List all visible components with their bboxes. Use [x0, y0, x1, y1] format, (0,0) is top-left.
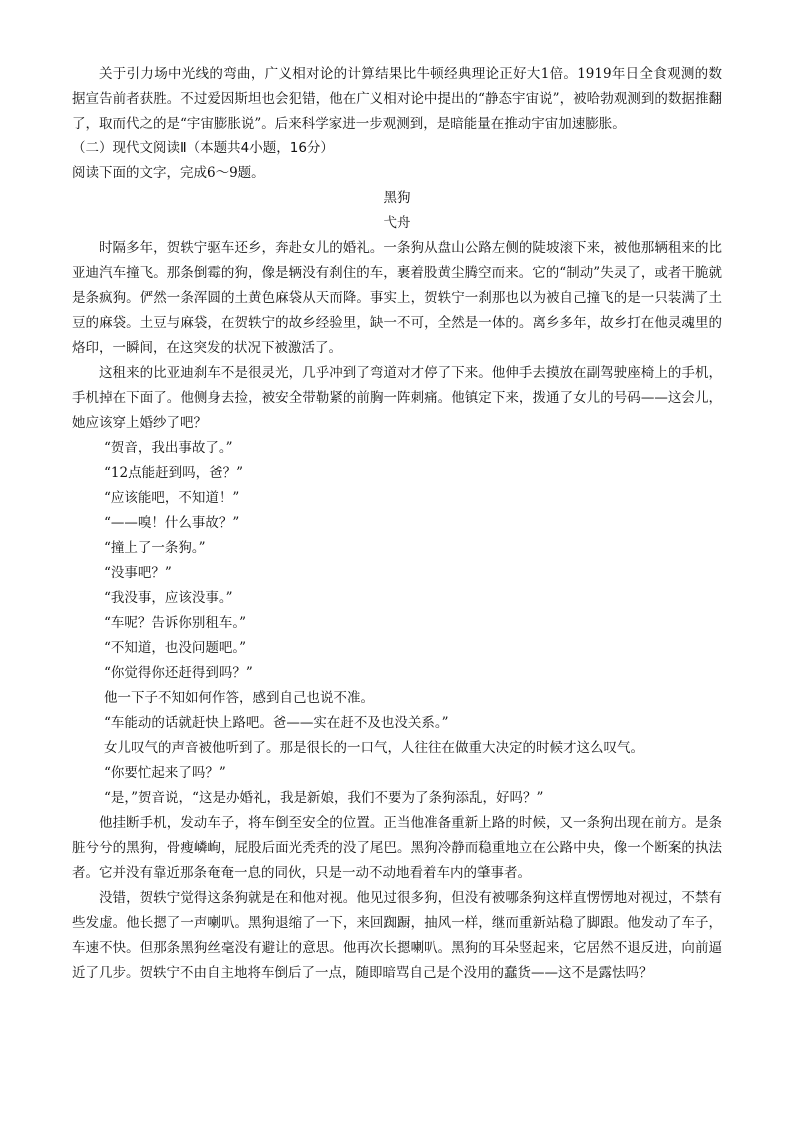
dialogue-line: “12点能赶到吗，爸？” — [104, 465, 243, 481]
dialogue-line: “应该能吧，不知道！” — [104, 490, 240, 506]
instruction-text: 阅读下面的文字，完成6～9题。 — [72, 165, 265, 181]
story-author: 弋舟 — [383, 215, 411, 231]
narration-line: 女儿叹气的声音被他听到了。那是很长的一口气，人往往在做重大决定的时候才这么叹气。 — [104, 740, 644, 756]
dialogue-line: “你觉得你还赶得到吗？” — [104, 665, 253, 681]
narration-line: 他一下子不知如何作答，感到自己也说不准。 — [104, 690, 374, 706]
story-paragraph: 他挂断手机，发动车子，将车倒至安全的位置。正当他准备重新上路的时候，又一条狗出现在前方。是条脏兮兮的黑狗，骨瘦嶙峋，屁股后面光秃秃的没了尾巴。黑狗冷静而稳重地立在公路中央，像一个断案的执法者。它并没有靠近那条奄奄一息的同伙，只是一动不动地看着车内的肇事者。 — [72, 815, 722, 881]
dialogue-line: “是，”贺音说，“这是办婚礼，我是新娘，我们不要为了条狗添乱，好吗？” — [104, 790, 544, 806]
dialogue-line: “我没事，应该没事。” — [104, 590, 233, 606]
dialogue-line: “你要忙起来了吗？” — [104, 765, 226, 781]
dialogue-line: “撞上了一条狗。” — [104, 540, 206, 556]
story-paragraph: 这租来的比亚迪刹车不是很灵光，几乎冲到了弯道对才停了下来。他伸手去摸放在副驾驶座椅上的手机，手机掉在下面了。他侧身去捡，被安全带勒紧的前胸一阵刺痛。他镇定下来，拨通了女儿的号码——这会儿，她应该穿上婚纱了吧？ — [72, 365, 722, 431]
story-paragraph: 没错，贺轶宁觉得这条狗就是在和他对视。他见过很多狗，但没有被哪条狗这样直愣愣地对视过，不禁有些发虚。他长摁了一声喇叭。黑狗退缩了一下，来回踟蹰，抽风一样，继而重新站稳了脚跟。他发动了车子，车速不快。但那条黑狗丝毫没有避让的意思。他再次长摁喇叭。黑狗的耳朵竖起来，它居然不退反进，向前逼近了几步。贺轶宁不由自主地将车倒后了一点，随即暗骂自己是个没用的蠢货——这不是露怯吗？ — [72, 890, 722, 981]
dialogue-line: “车能动的话就赶快上路吧。爸——实在赶不及也没关系。” — [104, 715, 449, 731]
story-title: 黑狗 — [383, 190, 411, 206]
section-heading: （二）现代文阅读Ⅱ（本题共4小题，16分） — [72, 140, 334, 156]
dialogue-line: “没事吧？” — [104, 565, 172, 581]
dialogue-line: “车呢？告诉你别租车。” — [104, 615, 247, 631]
story-paragraph: 时隔多年，贺轶宁驱车还乡，奔赴女儿的婚礼。一条狗从盘山公路左侧的陡坡滚下来，被他那辆租来的比亚迪汽车撞飞。那条倒霉的狗，像是辆没有刹住的车，裹着股黄尘腾空而来。它的“制动”失灵了，或者干脆就是条疯狗。俨然一条浑圆的土黄色麻袋从天而降。事实上，贺轶宁一刹那也以为被自己撞飞的是一只装满了土豆的麻袋。土豆与麻袋，在贺轶宁的故乡经验里，缺一不可，全然是一体的。离乡多年，故乡打在他灵魂里的烙印，一瞬间，在这突发的状况下被激活了。 — [72, 240, 722, 356]
intro-paragraph: 关于引力场中光线的弯曲，广义相对论的计算结果比牛顿经典理论正好大1倍。1919年日全食观测的数据宣告前者获胜。不过爱因斯坦也会犯错，他在广义相对论中提出的“静态宇宙说”，被哈勃观测到的数据推翻了，取而代之的是“宇宙膨胀说”。后来科学家进一步观测到，是暗能量在推动宇宙加速膨胀。 — [72, 66, 722, 132]
dialogue-line: “贺音，我出事故了。” — [104, 440, 233, 456]
dialogue-line: “不知道，也没问题吧。” — [104, 640, 247, 656]
dialogue-line: “——嗅！什么事故？” — [104, 515, 240, 531]
